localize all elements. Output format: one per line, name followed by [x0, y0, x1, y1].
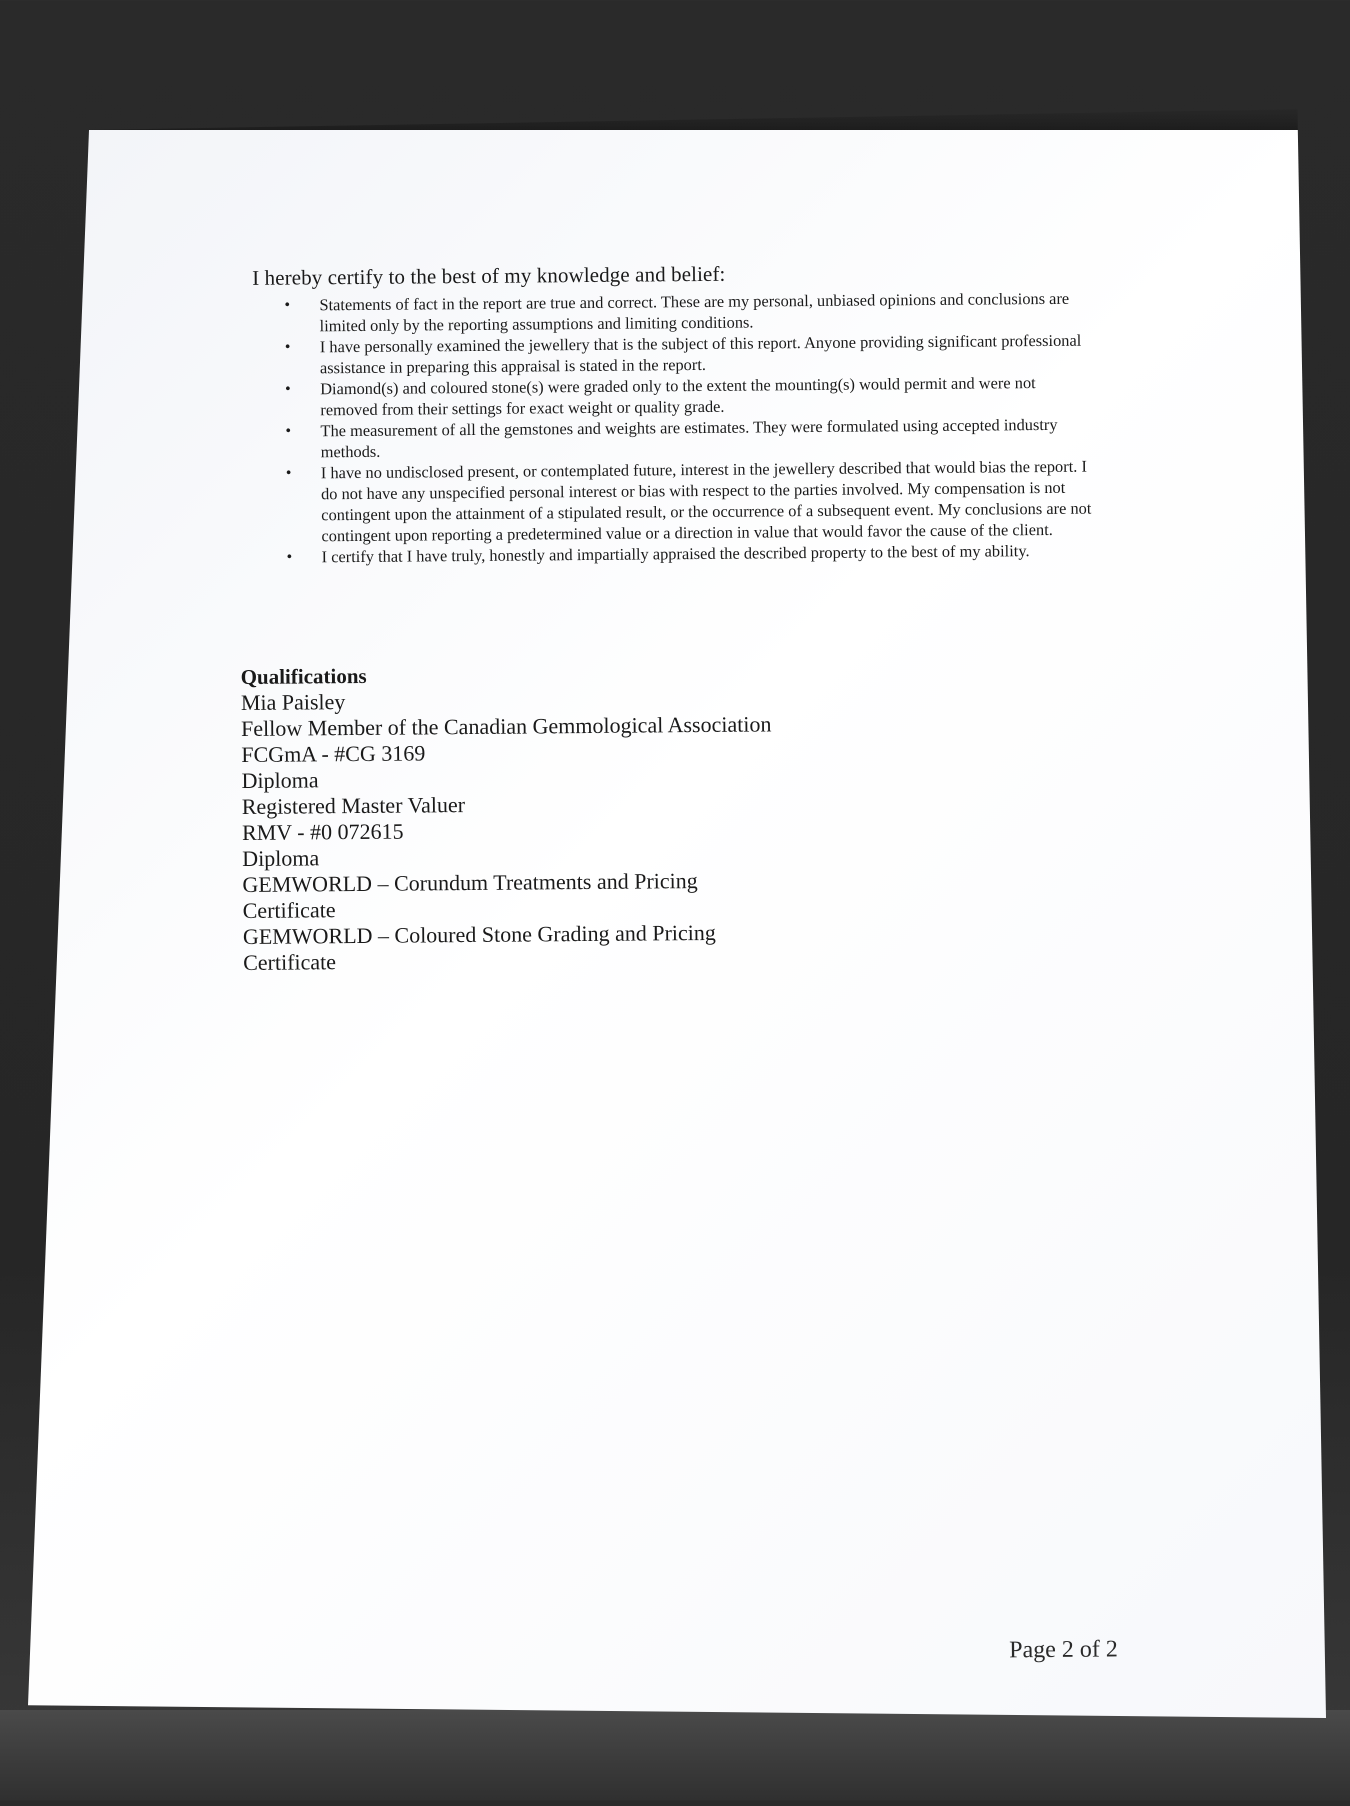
bullet-icon: • — [285, 380, 291, 398]
bullet-icon: • — [286, 548, 293, 566]
qualification-line: Registered Master Valuer — [241, 792, 466, 820]
certification-heading: I hereby certify to the best of my knowledge and belief: — [252, 261, 726, 290]
page-number: Page 2 of 2 — [1009, 1636, 1118, 1664]
statement-text: I have personally examined the jewellery that is the subject of this report. Anyone providing significant professional assistance in preparing this appraisal is stated in the report. — [319, 330, 1082, 378]
certification-statement — [253, 414, 1093, 463]
qualification-line: Diploma — [241, 767, 319, 794]
qualification-line: FCGmA - #CG 3169 — [241, 740, 426, 768]
bullet-icon: • — [285, 422, 292, 440]
statement-text: Statements of fact in the report are true and correct. These are my personal, unbiased opinions and conclusions are limited only by the reporting assumptions and limiting conditions. — [319, 288, 1070, 336]
certification-statement — [252, 288, 1092, 337]
qualification-line: Certificate — [243, 949, 337, 976]
qualification-line: Certificate — [242, 897, 336, 924]
qualification-line: RMV - #0 072615 — [241, 818, 404, 846]
certification-statement — [253, 372, 1093, 421]
certification-list — [252, 288, 1094, 568]
statement-text: I certify that I have truly, honestly and impartially appraised the described property to the best of my ability. — [321, 541, 1030, 567]
statement-text: I have no undisclosed present, or contemplated future, interest in the jewellery described that would bias the report. I do not have any unspecified personal interest or bias with respect to the parties involved. My compensation is not contingent upon the attainment of a stipulated result, or the occurrence of a subsequent event. My conclusions are not contingent upon reporting a predetermined value or a direction in value that would favor the cause of the client. — [320, 456, 1092, 546]
appraiser-name: Mia Paisley — [240, 689, 346, 716]
qualification-line: Diploma — [242, 845, 320, 872]
bullet-icon: • — [284, 296, 291, 314]
statement-text: The measurement of all the gemstones and weights are estimates. They were formulated using accepted industry methods. — [320, 414, 1058, 462]
certification-statement — [253, 330, 1093, 379]
qualification-line: GEMWORLD – Coloured Stone Grading and Pricing — [242, 919, 716, 950]
bullet-icon: • — [284, 338, 291, 356]
qualification-line: GEMWORLD – Corundum Treatments and Pricing — [242, 868, 698, 898]
statement-text: Diamond(s) and coloured stone(s) were graded only to the extent the mounting(s) would permit and were not removed from their settings for exact weight or quality grade. — [320, 373, 1036, 420]
bullet-icon: • — [285, 464, 292, 482]
certification-statement — [254, 456, 1095, 547]
qualification-line: Fellow Member of the Canadian Gemmological Association — [240, 711, 772, 742]
qualifications-title: Qualifications — [240, 663, 367, 690]
qualifications-section — [241, 659, 774, 976]
